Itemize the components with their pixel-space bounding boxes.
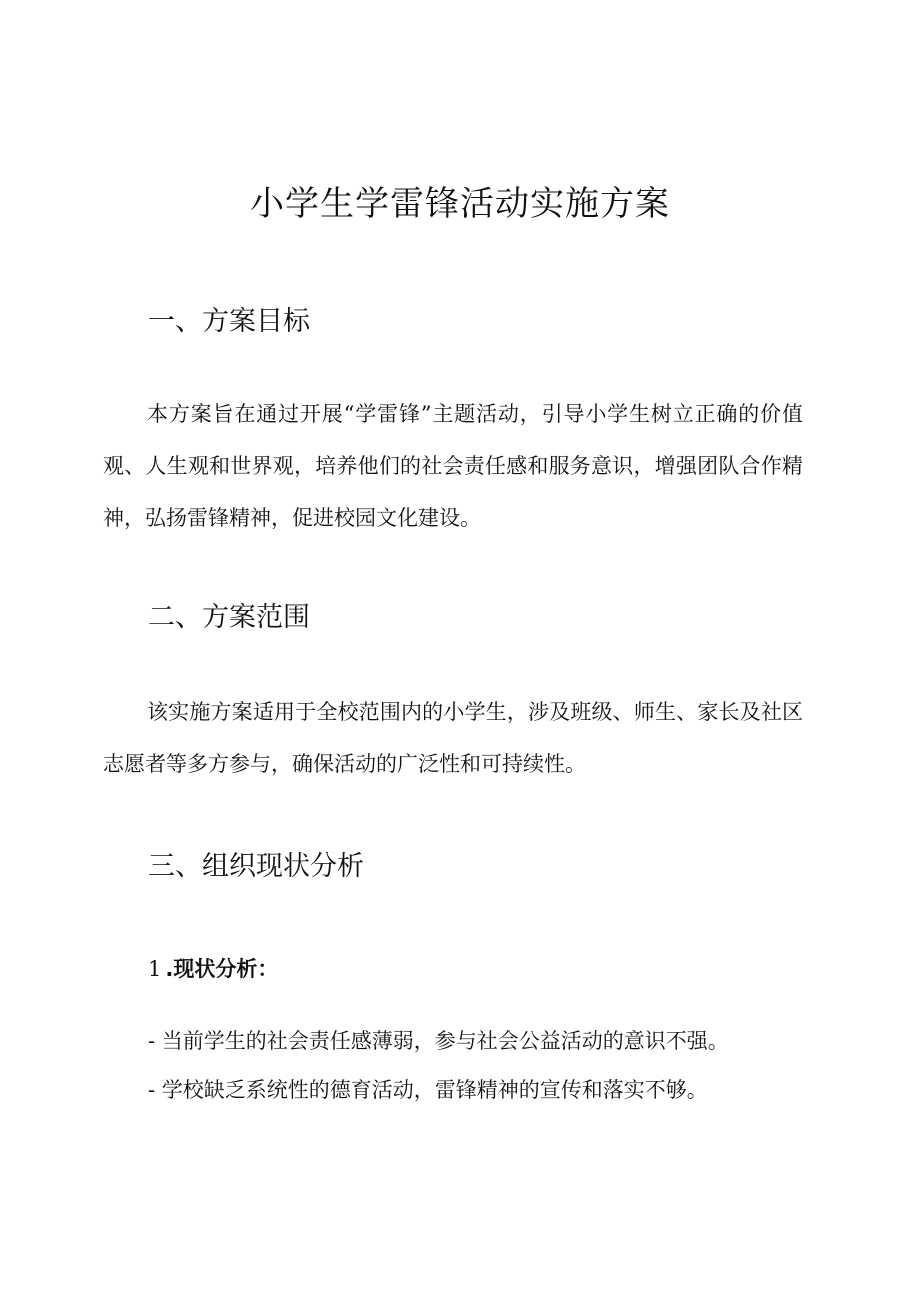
document-title: 小学生学雷锋活动实施方案	[250, 184, 670, 224]
section-paragraph-goals: 本方案旨在通过开展“学雷锋”主题活动，引导小学生树立正确的价值观、人生观和世界观，培养他们的社会责任感和服务意识，增强团队合作精神，弘扬雷锋精神，促进校园文化建设。	[103, 402, 803, 530]
subsection-number: 1	[148, 957, 162, 981]
list-item: - 当前学生的社会责任感薄弱，参与社会公益活动的意识不强。	[148, 1029, 729, 1053]
section-heading-goals: 一、方案目标	[148, 306, 310, 337]
section-paragraph-scope: 该实施方案适用于全校范围内的小学生，涉及班级、师生、家长及社区志愿者等多方参与，确保活动的广泛性和可持续性。	[103, 700, 803, 776]
list-item: - 学校缺乏系统性的德育活动，雷锋精神的宣传和落实不够。	[148, 1078, 708, 1102]
subsection-heading-status	[148, 951, 278, 987]
section-heading-analysis: 三、组织现状分析	[148, 851, 364, 882]
section-heading-scope: 二、方案范围	[148, 602, 310, 633]
subsection-label: .现状分析：	[165, 957, 279, 981]
